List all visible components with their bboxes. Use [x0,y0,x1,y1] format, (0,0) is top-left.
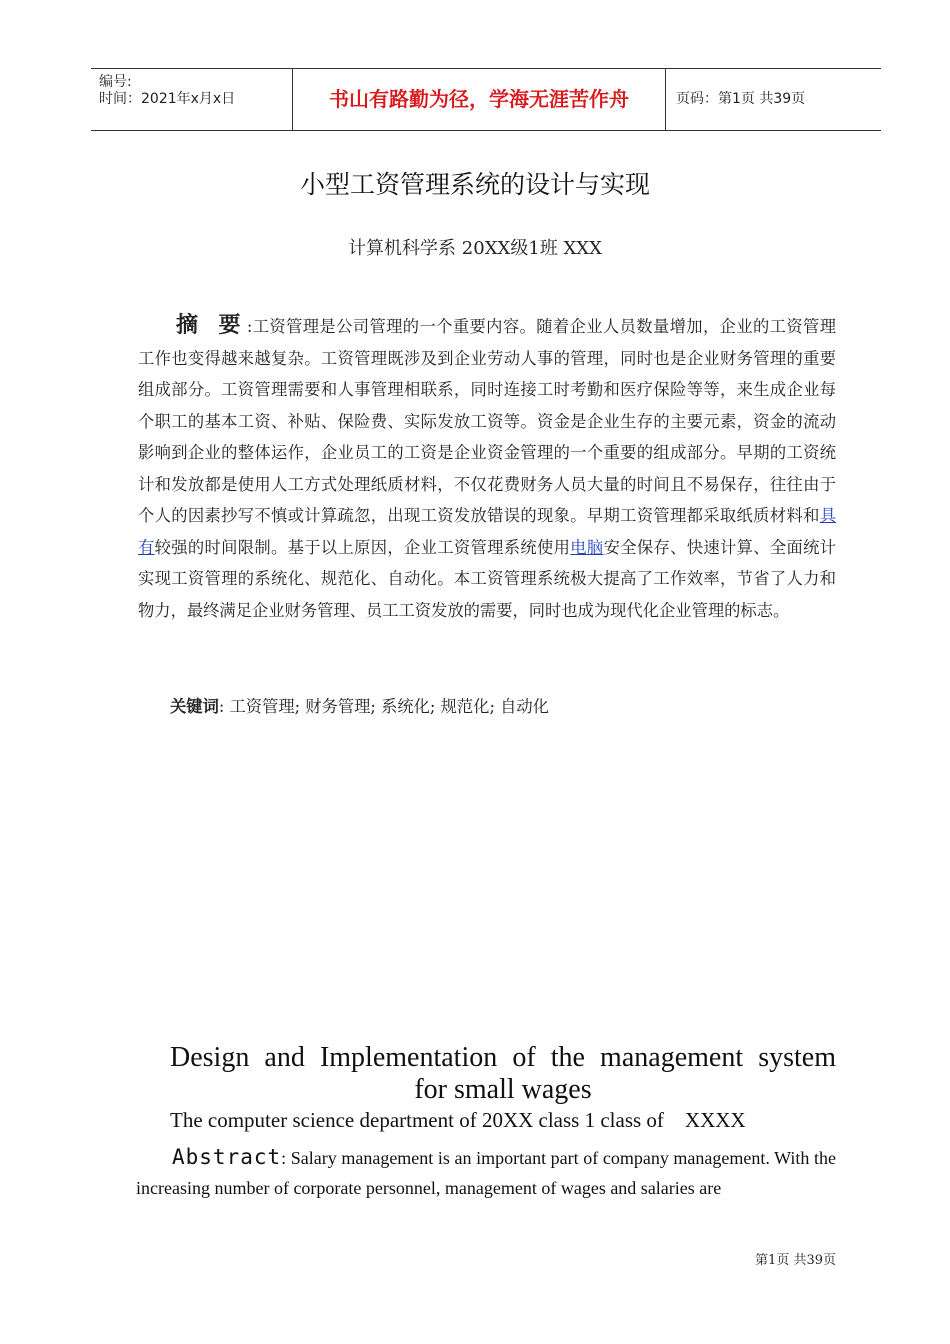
keywords-line [170,693,549,717]
english-authors: The computer science department of 20XX class 1 class of XXXX [170,1108,746,1132]
english-title-line1: Design and Implementation of the management system [170,1042,836,1073]
document-number-label: 编号: [99,74,132,90]
english-title [170,1042,836,1106]
keywords-text: : 工资管理; 财务管理; 系统化; 规范化; 自动化 [218,697,549,716]
abstract-text-part1: :工资管理是公司管理的一个重要内容。随着企业人员数量增加，企业的工资管理工作也变得越来越复杂。工资管理既涉及到企业劳动人事的管理，同时也是企业财务管理的重要组成部分。工资管理需要和人事管理相联系，同时连接工时考勤和医疗保险等等，来生成企业每个职工的基本工资、补贴、保险费、实际发放工资等。资金是企业生存的主要元素，资金的流动影响到企业的整体运作，企业员工的工资是企业资金管理的一个重要的组成部分。早期的工资统计和发放都是使用人工方式处理纸质材料，不仅花费财务人员大量的时间且不易保存，往往由于个人的因素抄写不慎或计算疏忽，出现工资发放错误的现象。早期工资管理都采取纸质材料和 [138,317,836,525]
english-abstract-text: : Salary management is an important part of company management. With the increasing number of corporate personnel, management of wages and salaries are [136,1148,836,1198]
header-motto: 书山有路勤为径，学海无涯苦作舟 [293,69,666,130]
chinese-abstract [138,310,836,626]
abstract-text-part3: 安全保存、快速计算、全面统计实现工资管理的系统化、规范化、自动化。本工资管理系统极大提高了工作效率，节省了人力和物力，最终满足企业财务管理、员工工资发放的需要，同时也成为现代化企业管理的标志。 [138,537,836,620]
document-authors: 计算机科学系 20XX级1班 XXX [348,238,602,259]
page-header [91,68,881,131]
header-page-info: 页码：第1页 共39页 [676,91,806,107]
keywords-label: 关键词 [170,697,219,716]
abstract-label: 摘 要 [176,313,247,338]
header-meta-cell [91,69,293,130]
document-time-label: 时间：2021年x月x日 [99,91,236,107]
page-footer: 第1页 共39页 [755,1253,836,1268]
abstract-text-part2: 较强的时间限制。基于以上原因，企业工资管理系统使用 [154,537,571,557]
document-title: 小型工资管理系统的设计与实现 [299,170,650,199]
abstract-link-juyou[interactable]: 具有 [138,506,836,557]
english-title-line2: for small wages [414,1074,592,1105]
english-abstract [136,1142,836,1203]
english-abstract-label: Abstract [172,1145,282,1169]
abstract-link-diannao[interactable]: 电脑 [570,537,604,557]
